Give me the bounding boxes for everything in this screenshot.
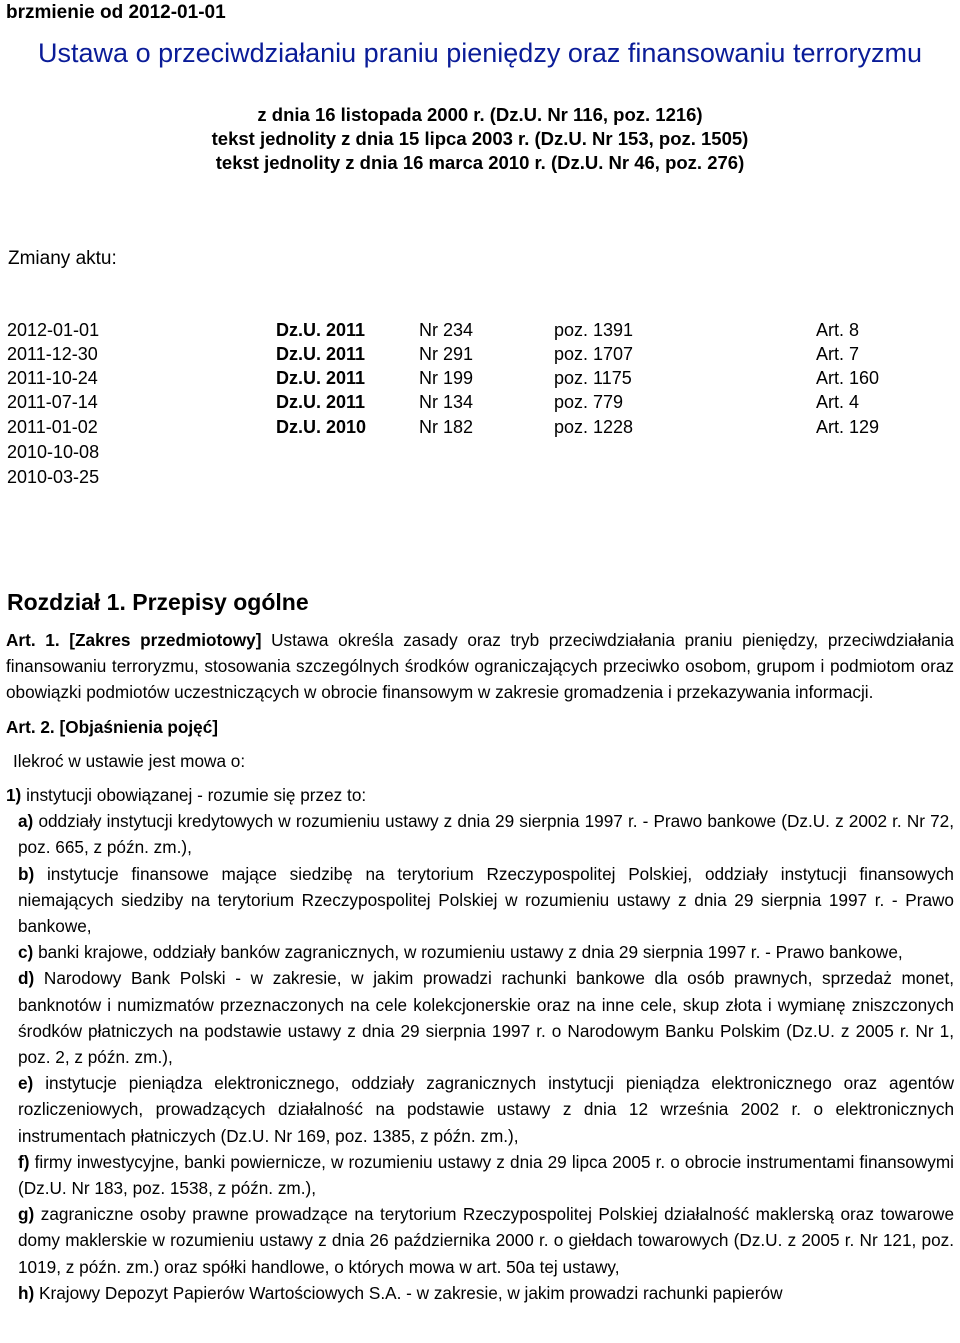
item-text: instytucje finansowe mające siedzibę na terytorium Rzeczypospolitej Polskiej, oddziały instytucji finansowych niemających siedziby na terytorium Rzeczypospolitej Polskiej w rozumieniu ustawy z dnia 29 sierpnia 1997 r. - Prawo bankowe, <box>18 863 954 937</box>
changes-row <box>0 465 960 489</box>
change-number: Nr 182 <box>419 417 474 437</box>
item-letter: a) <box>18 811 34 832</box>
article-text: Ustawa określa zasady oraz tryb przeciwdziałania praniu pieniędzy, przeciwdziałania finansowaniu terroryzmu, stosowania szczególnych środków ograniczających przeciwko osobom, grupom i podmiotom oraz obowiązki podmiotów uczestniczących w obrocie finansowym w zakresie gromadzenia i przekazywania informacji. <box>6 630 954 703</box>
changes-row <box>0 390 960 414</box>
change-date: 2012-01-01 <box>7 320 100 340</box>
list-item-c <box>6 939 954 965</box>
change-date: 2010-10-08 <box>7 442 100 462</box>
subtitle-line: tekst jednolity z dnia 15 lipca 2003 r. (Dz.U. Nr 153, poz. 1505) <box>211 128 749 149</box>
changes-row <box>0 342 960 366</box>
subtitle-line: z dnia 16 listopada 2000 r. (Dz.U. Nr 116, poz. 1216) <box>257 104 703 125</box>
change-position: poz. 1175 <box>554 368 632 388</box>
point-text: instytucji obowiązanej - rozumie się przez to: <box>26 785 367 806</box>
change-number: Nr 291 <box>419 344 474 364</box>
act-title: Ustawa o przeciwdziałaniu praniu pieniędzy oraz finansowaniu terroryzmu <box>38 38 922 68</box>
item-text: Narodowy Bank Polski - w zakresie, w jakim prowadzi rachunki bankowe dla osób prawnych, sprzedaż monet, banknotów i numizmatów przeznaczonych na cele kolekcjonerskie oraz na inne cele, skup złota i wymianę zniszczonych środków płatniczych na podstawie ustawy z dnia 29 sierpnia 1997 r. o Narodowym Banku Polskim (Dz.U. z 2005 r. Nr 1, poz. 2, z późn. zm.), <box>18 968 954 1068</box>
item-text: oddziały instytucji kredytowych w rozumieniu ustawy z dnia 29 sierpnia 1997 r. - Prawo bankowe (Dz.U. z 2002 r. Nr 72, poz. 665, z późn. zm.), <box>18 811 954 858</box>
item-letter: g) <box>18 1204 35 1225</box>
changes-row <box>0 366 960 390</box>
item-text: zagraniczne osoby prawne prowadzące na terytorium Rzeczypospolitej Polskiej działalność maklerską oraz towarowe domy maklerskie w rozumieniu ustawy z dnia 26 października 2000 r. o giełdach towarowych (Dz.U. z 2005 r. Nr 121, poz. 1019, z późn. zm.) oraz spółki handlowe, o których mowa w art. 50a tej ustawy, <box>18 1204 954 1277</box>
change-article: Art. 8 <box>816 320 860 340</box>
article-heading: Art. 2. [Objaśnienia pojęć] <box>6 716 219 737</box>
item-text: Krajowy Depozyt Papierów Wartościowych S.A. - w zakresie, w jakim prowadzi rachunki papierów <box>39 1282 783 1303</box>
change-source: Dz.U. 2011 <box>276 392 366 412</box>
item-text: firmy inwestycyjne, banki powiernicze, w rozumieniu ustawy z dnia 29 lipca 2005 r. o obrocie instrumentami finansowymi (Dz.U. Nr 183, poz. 1538, z późn. zm.), <box>18 1151 954 1199</box>
change-number: Nr 234 <box>419 320 474 340</box>
change-article: Art. 160 <box>816 368 880 388</box>
point-1 <box>6 782 954 808</box>
item-letter: c) <box>18 942 34 963</box>
chapter-heading: Rozdział 1. Przepisy ogólne <box>7 589 309 615</box>
article-heading: Art. 1. [Zakres przedmiotowy] <box>6 630 262 650</box>
list-item-b <box>6 861 954 940</box>
change-source: Dz.U. 2011 <box>276 344 366 364</box>
list-item-a <box>6 808 954 860</box>
change-article: Art. 4 <box>816 392 860 412</box>
list-item-d <box>6 965 954 1070</box>
list-item-g <box>6 1201 954 1280</box>
change-source: Dz.U. 2011 <box>276 320 366 340</box>
act-body <box>6 627 954 1306</box>
change-position: poz. 1707 <box>554 344 634 364</box>
item-text: instytucje pieniądza elektronicznego, oddziały zagranicznych instytucji pieniądza elektronicznego oraz agentów rozliczeniowych, prowadzących działalność na podstawie ustawy z dnia 12 września 2002 r. o elektronicznych instrumentach płatniczych (Dz.U. Nr 169, poz. 1385, z późn. zm.), <box>18 1073 955 1146</box>
change-source: Dz.U. 2010 <box>276 417 367 437</box>
changes-row <box>0 440 960 464</box>
article-2-heading-line <box>6 714 954 740</box>
act-subtitle <box>20 103 940 175</box>
change-position: poz. 1228 <box>554 417 634 437</box>
change-date: 2011-01-02 <box>7 417 98 437</box>
change-source: Dz.U. 2011 <box>276 368 366 388</box>
item-letter: e) <box>18 1073 34 1094</box>
list-item-h <box>6 1280 954 1306</box>
item-letter: h) <box>18 1282 35 1303</box>
item-letter: d) <box>18 968 35 989</box>
changes-row <box>0 318 960 342</box>
article-1 <box>6 627 954 706</box>
point-number: 1) <box>6 785 22 806</box>
subtitle-line: tekst jednolity z dnia 16 marca 2010 r. (Dz.U. Nr 46, poz. 276) <box>215 152 745 173</box>
list-item-f <box>6 1149 954 1201</box>
change-position: poz. 779 <box>554 392 624 412</box>
change-date: 2011-07-14 <box>7 392 98 412</box>
change-position: poz. 1391 <box>554 320 634 340</box>
list-item-e <box>6 1070 954 1149</box>
changes-label: Zmiany aktu: <box>8 248 117 269</box>
version-date: brzmienie od 2012-01-01 <box>6 2 226 23</box>
change-date: 2011-12-30 <box>7 344 98 364</box>
change-article: Art. 7 <box>816 344 860 364</box>
article-intro: Ilekroć w ustawie jest mowa o: <box>13 750 246 771</box>
change-date: 2011-10-24 <box>7 368 98 388</box>
change-article: Art. 129 <box>816 417 880 437</box>
item-letter: b) <box>18 863 35 884</box>
item-letter: f) <box>18 1151 30 1172</box>
changes-row <box>0 415 960 439</box>
item-text: banki krajowe, oddziały banków zagranicznych, w rozumieniu ustawy z dnia 29 sierpnia 1997 r. - Prawo bankowe, <box>38 942 903 963</box>
change-number: Nr 134 <box>419 392 474 412</box>
change-number: Nr 199 <box>419 368 474 388</box>
change-date: 2010-03-25 <box>7 467 100 487</box>
